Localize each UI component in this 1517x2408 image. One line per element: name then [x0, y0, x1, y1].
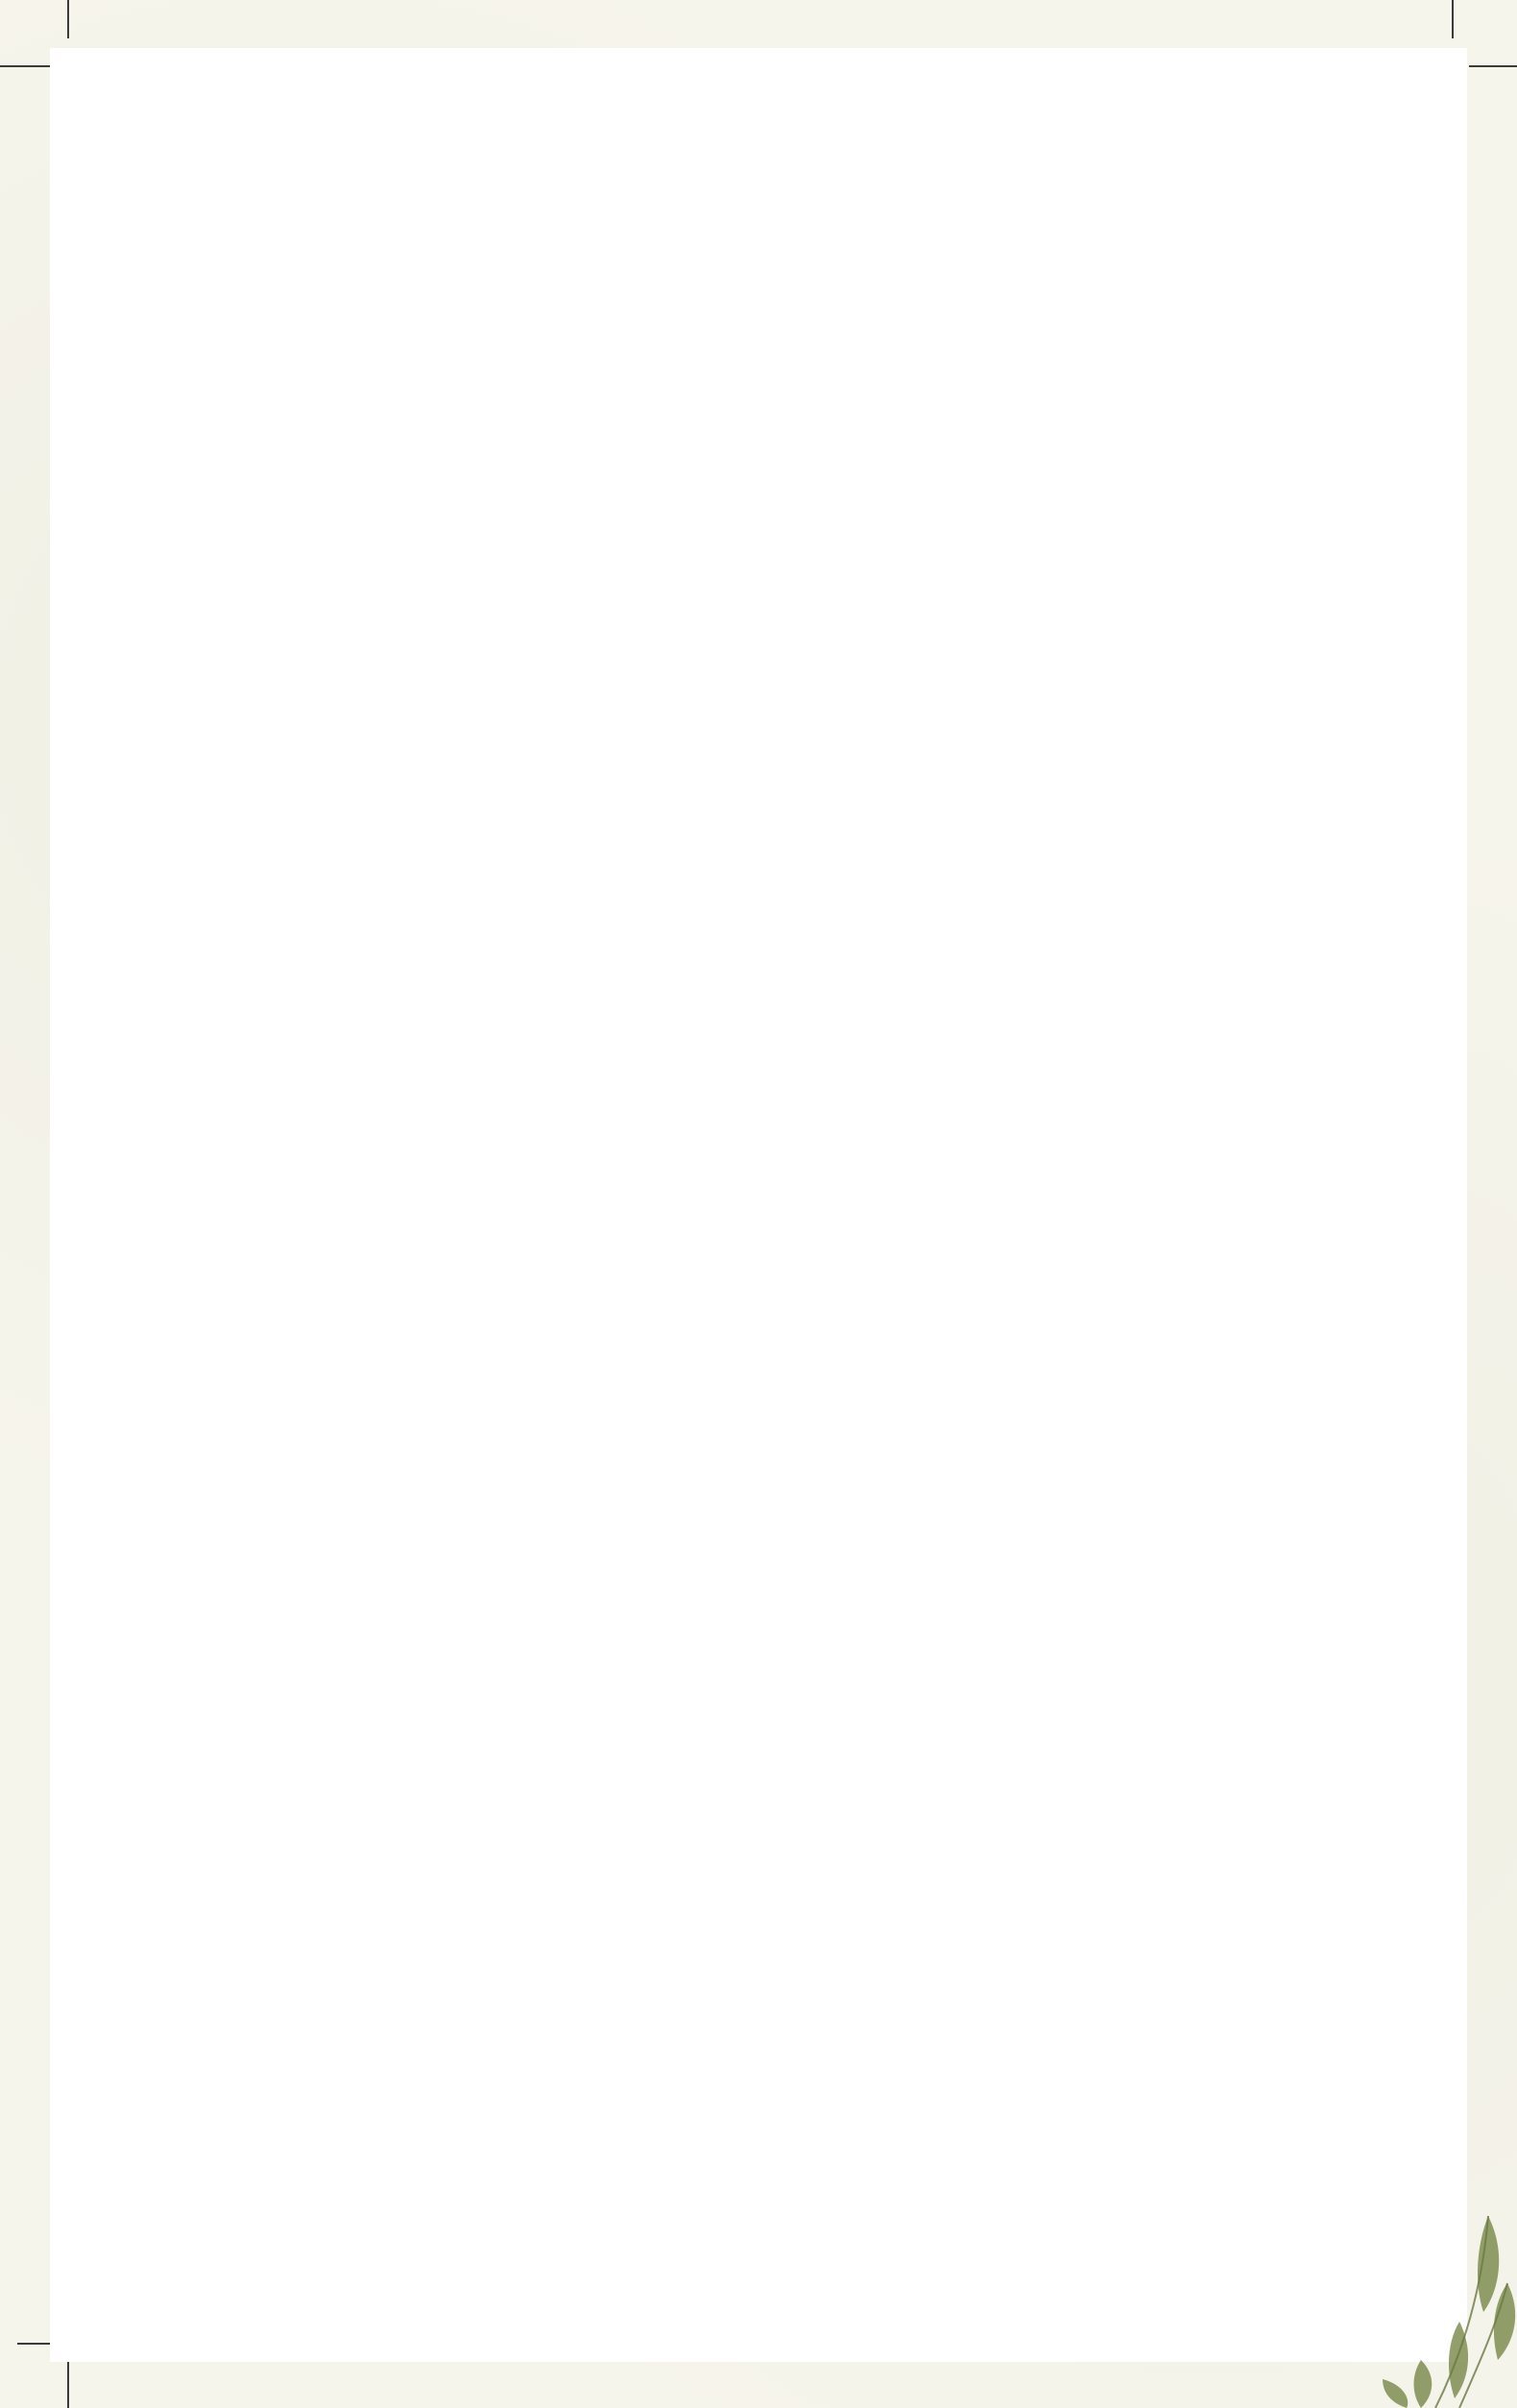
frame-line-bottom-left-vertical [67, 2362, 69, 2408]
frame-line-top-right-horizontal [1469, 65, 1517, 67]
frame-line-top-left-vertical [67, 0, 69, 38]
leaf-decoration-icon [1267, 2197, 1517, 2408]
content-card [50, 48, 1467, 2362]
frame-line-top-right-vertical [1452, 0, 1454, 38]
frame-line-bottom-left-horizontal [17, 2343, 50, 2345]
frame-line-top-left-horizontal [0, 65, 50, 67]
